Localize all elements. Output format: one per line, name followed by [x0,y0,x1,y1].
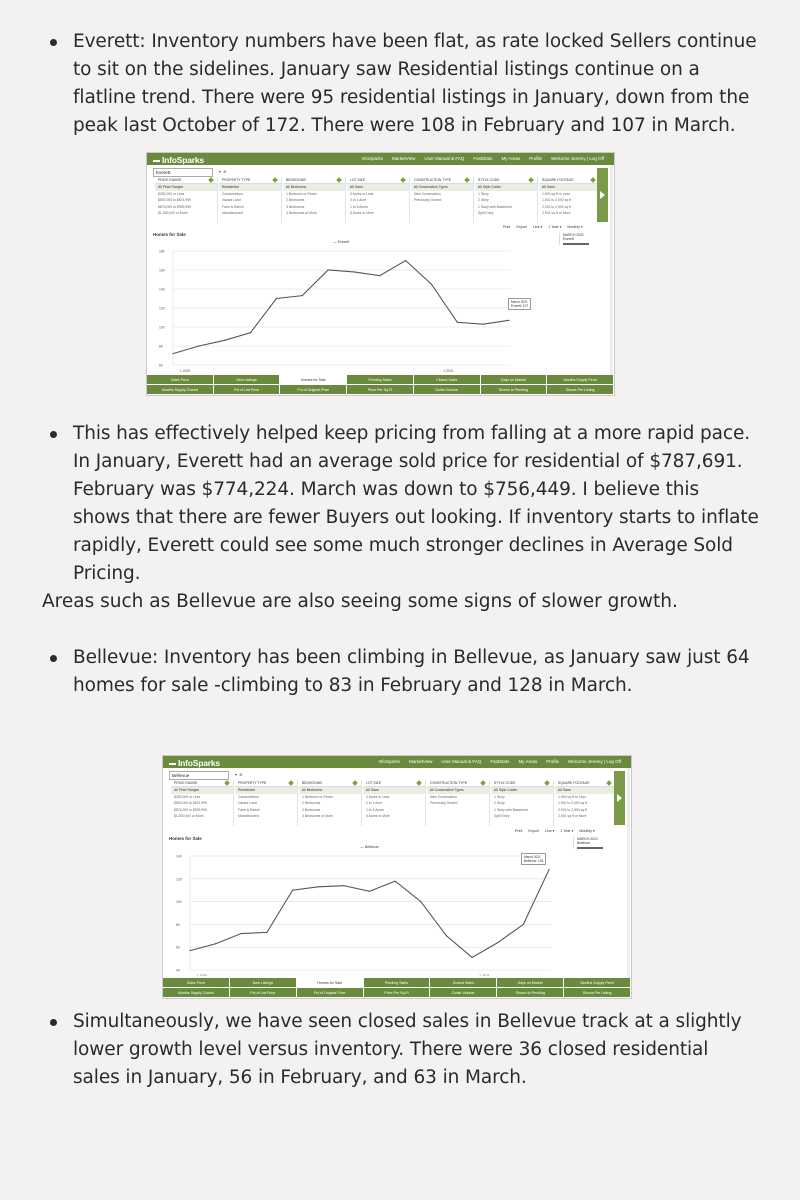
homes-for-sale-chart [147,237,557,373]
metric-tab[interactable]: Homes for Sale [280,375,347,385]
y-tick-label: 140 [159,287,165,292]
bullet-everett-inventory [50,28,760,140]
filter-option[interactable]: All Style Codes [475,184,537,191]
metric-tab[interactable]: Price Per Sq Ft [347,385,414,395]
filter-option[interactable]: 2,001 to 2,500 sq ft [558,807,588,812]
filter-column [283,177,346,223]
filter-option[interactable]: Manufactured [222,211,243,215]
bullet-dot [50,39,57,46]
legend-swatch [577,847,603,849]
filter-column [235,780,298,826]
y-tick-label: 40 [176,968,180,973]
metric-tab[interactable]: Months Supply Closed [163,988,230,998]
filter-option[interactable]: $875,000 to $999,999 [158,204,191,209]
filter-option[interactable]: 0 to 1 Acre [350,198,367,202]
metric-tab[interactable]: Homes for Sale [297,978,364,988]
metric-tab[interactable]: Shown to Pending [481,385,548,395]
data-point [343,885,344,886]
series-line [190,870,549,958]
infosparks-screenshot-bellevue [162,755,632,999]
filter-option[interactable]: 1,501 to 2,000 sq ft [542,198,572,202]
toolbar-button[interactable]: Export [528,829,539,833]
bar-chart-icon [169,757,176,765]
filter-option[interactable]: Farm & Ranch [238,807,260,812]
nav-link[interactable]: MarketView [391,156,416,161]
filter-column [491,780,554,826]
filter-column [411,177,474,223]
data-point [327,269,328,270]
filter-option[interactable]: All Sizes [347,184,409,191]
filter-header: PRICE RANGE [155,177,217,184]
filter-option[interactable]: All Sizes [363,787,425,794]
filter-header: CONSTRUCTION TYPE [427,780,489,787]
series-label: — Everett [333,240,349,244]
filter-panel [155,177,592,223]
filter-column [555,780,616,826]
toolbar-button[interactable]: Line ▾ [532,225,543,229]
filter-panel [171,780,609,826]
metric-tab[interactable]: Dollar Volume [414,385,481,395]
filter-option[interactable]: Previously Owned [414,198,442,202]
toolbar-button[interactable]: Print [503,225,511,229]
filter-option[interactable]: 1 Story [478,191,489,196]
filter-option[interactable]: 1,500 sq ft or Less [558,794,586,799]
nav-link[interactable]: InfoSparks [378,759,400,764]
chart-toolbar[interactable] [509,829,595,833]
legend-panel [573,837,603,849]
filter-option[interactable]: $500,000 to $874,999 [158,198,191,202]
metric-tab[interactable]: Sales Price [147,375,214,385]
metric-tab[interactable]: Pct of Original Price [297,988,364,998]
metric-tab[interactable]: Closed Sales [414,375,481,385]
filter-header: LOT SIZE [347,177,409,184]
metric-tab[interactable]: Days on Market [481,375,548,385]
filter-option[interactable]: All Bedrooms [283,184,345,191]
metric-tab[interactable]: Pending Sales [347,375,414,385]
filter-option[interactable]: All Price Ranges [155,184,217,191]
bullet-text: Everett: Inventory numbers have been flat, as rate locked Sellers continue to sit on the sidelines. January saw Residential listings continue on a flatline trend. There were 95 residential listings in January, down from the peak last October of 172. There were 108 in February and 107 in March. [73,31,757,136]
filter-column [299,780,362,826]
y-tick-label: 180 [159,249,165,254]
y-tick-label: 160 [159,268,165,273]
metric-tab[interactable]: Months Supply Pend [564,978,631,988]
filter-option[interactable]: New Construction [430,794,457,799]
filter-option[interactable]: Split Entry [478,211,494,215]
filter-header: PROPERTY TYPE [235,780,297,787]
filter-option[interactable]: All Style Codes [491,787,553,794]
bullet-bellevue-inventory [50,644,760,700]
location-options[interactable]: ▾ ⊕ [219,169,227,174]
nav-link[interactable]: FastStats [490,759,510,764]
tab-row-2 [147,385,614,395]
y-tick-label: 60 [176,945,180,950]
nav-link[interactable]: My Areas [501,156,521,161]
legend-caption: MARCH 2021 [577,837,598,841]
filter-option[interactable]: Split Entry [494,814,510,818]
filter-header: LOT SIZE [363,780,425,787]
legend-caption: MARCH 2021 [563,233,584,237]
filter-option[interactable]: $875,000 to $999,999 [174,807,207,812]
bullet-dot [50,655,57,662]
nav-link[interactable]: Welcome Jeremy | Log Off [567,759,621,764]
metric-tab[interactable]: Shows Per Listing [547,385,614,395]
filter-column [539,177,600,223]
homes-for-sale-chart [163,842,573,976]
x-tick-label: 1-2020 [196,974,208,976]
filter-option[interactable]: 2 Story [478,198,489,202]
filter-option[interactable]: 3 Bedrooms [302,807,321,812]
metric-tab[interactable]: Pending Sales [364,978,431,988]
metric-tab[interactable]: Shows Per Listing [564,988,631,998]
legend-swatch [563,243,589,245]
metric-tab[interactable]: Price Per Sq Ft [364,988,431,998]
y-tick-label: 80 [176,922,180,927]
data-point [369,891,370,892]
next-filters-arrow-icon[interactable] [597,168,608,222]
nav-link[interactable]: User Manual & FAQ [441,759,482,764]
filter-header: PROPERTY TYPE [219,177,281,184]
y-tick-label: 120 [176,877,182,882]
toolbar-button[interactable]: 1 Year ▾ [560,829,574,833]
bullet-text: This has effectively helped keep pricing from falling at a more rapid pace. In January, Everett had an average sold price for residential of $787,691. February was $774,224. March was down to $756,449. I believe this shows that there are fewer Buyers out looking. If inventory starts to inflate rapidly, Everett could see some much stronger declines in Average Sold Pricing. [73,423,759,584]
data-point [172,353,173,354]
filter-header: PRICE RANGE [171,780,233,787]
data-point [318,886,319,887]
bar-chart-icon [153,154,160,162]
filter-option[interactable]: 4 Bedrooms or More [286,211,317,215]
metric-tab[interactable]: Pct of Original Price [280,385,347,395]
nav-link[interactable]: Profile [546,759,559,764]
metric-tabs [147,375,614,395]
filter-option[interactable]: 1 to 5 Acres [350,204,368,209]
filter-option[interactable]: All Sizes [555,787,615,794]
data-point [471,957,472,958]
data-point [241,933,242,934]
filter-option[interactable]: Residential [219,184,281,191]
data-point [457,322,458,323]
filter-option[interactable]: 2 Story [494,801,505,805]
metric-tab[interactable]: Days on Market [497,978,564,988]
data-point [302,295,303,296]
filter-header: BEDROOMS [283,177,345,184]
metric-tab[interactable]: Pct of List Price [230,988,297,998]
filter-option[interactable] [427,813,489,820]
data-point [395,880,396,881]
paragraph-bellevue-intro: Areas such as Bellevue are also seeing some signs of slower growth. [42,591,678,612]
data-point [379,275,380,276]
data-point [405,260,406,261]
filter-column [347,177,410,223]
metric-tab[interactable]: Closed Sales [430,978,497,988]
infosparks-logo: InfoSparks [153,154,204,165]
scrollbar[interactable] [610,165,613,395]
filter-column [155,177,218,223]
bullet-dot [50,431,57,438]
legend-label: Everett [563,237,574,241]
filter-option[interactable]: New Construction [414,191,441,196]
data-point [497,942,498,943]
filter-header: STYLE CODE [491,780,553,787]
metric-tab[interactable]: Dollar Volume [430,988,497,998]
filter-option[interactable]: 1 Story with Basement [494,807,528,812]
legend-label: Bellevue [577,841,591,845]
filter-header: BEDROOMS [299,780,361,787]
data-point [250,332,251,333]
filter-option[interactable]: $250,000 or Less [174,794,201,799]
filter-option[interactable]: 1,501 to 2,000 sq ft [558,801,588,805]
toolbar-button[interactable]: Print [515,829,523,833]
filter-option[interactable]: 1 Story with Basement [478,204,512,209]
filter-option[interactable]: Residential [235,787,297,794]
bullet-bellevue-closed [50,1008,760,1092]
filter-column [475,177,538,223]
location-select[interactable]: Everett [153,168,213,177]
chart-tooltip: March 2021 Everett: 107 [508,298,531,310]
y-tick-label: 100 [176,900,182,905]
infosparks-logo: InfoSparks [169,757,220,768]
filter-column [427,780,490,826]
toolbar-button[interactable]: Export [516,225,527,229]
filter-option[interactable]: 0 to 1 Acre [366,801,383,805]
filter-option[interactable]: 2 Bedrooms [286,198,305,202]
chart-title: Homes for Sale [169,836,202,841]
metric-tab[interactable]: New Listings [230,978,297,988]
filter-option[interactable]: Previously Owned [430,801,458,805]
filter-option[interactable]: 2,501 sq ft or More [558,814,587,818]
metric-tabs [163,978,631,998]
filter-option[interactable]: 5 Acres or More [350,211,374,215]
filter-option[interactable]: $250,000 or Less [158,191,185,196]
metric-tab[interactable]: Shown to Pending [497,988,564,998]
bullet-text: Simultaneously, we have seen closed sales in Bellevue track at a slightly lower growth level versus inventory. There were 36 closed residential sales in January, 56 in February, and 63 in March. [73,1011,742,1088]
y-tick-label: 80 [159,344,163,349]
x-tick-label: 1-2021 [443,369,454,373]
metric-tab[interactable]: New Listings [214,375,281,385]
filter-option[interactable]: 1 Bedroom or Fewer [286,191,317,196]
filter-option[interactable]: $500,000 to $874,999 [174,801,207,805]
data-point [420,901,421,902]
chart-toolbar[interactable] [497,225,583,229]
filter-option[interactable]: Condominium [222,191,243,196]
metric-tab[interactable]: Months Supply Pend [547,375,614,385]
series-label: — Bellevue [360,845,379,849]
metric-tab[interactable]: Sales Price [163,978,230,988]
nav-link[interactable]: MarketView [408,759,433,764]
nav-link[interactable]: Welcome Jeremy | Log Off [550,156,604,161]
data-point [224,340,225,341]
top-nav-bar [147,153,614,165]
data-point [523,924,524,925]
scrollbar[interactable] [627,768,630,998]
data-point [189,950,190,951]
toolbar-button[interactable]: Monthly ▾ [579,829,595,833]
filter-option[interactable]: 2,501 sq ft or More [542,211,571,215]
data-point [266,932,267,933]
filter-column [171,780,234,826]
nav-link[interactable]: My Areas [518,759,538,764]
data-point [508,320,509,321]
nav-links [369,759,621,764]
filter-option[interactable]: 4 Bedrooms or More [302,814,333,818]
filter-option[interactable]: All Price Ranges [171,787,233,794]
nav-link[interactable]: FastStats [473,156,493,161]
filter-header: SQUARE FOOTAGE [555,780,615,787]
next-filters-arrow-icon[interactable] [614,771,625,825]
infosparks-screenshot-everett [146,152,615,396]
data-point [276,298,277,299]
filter-option[interactable]: Farm & Ranch [222,204,244,209]
series-line [173,261,509,354]
tab-row-1 [147,375,614,385]
y-tick-label: 120 [159,306,165,311]
filter-option[interactable]: 0 Acres or Less [350,191,374,196]
nav-links [352,156,604,161]
y-tick-label: 100 [159,325,165,330]
filter-option[interactable]: 1 to 5 Acres [366,807,384,812]
tab-row-2 [163,988,631,998]
filter-option[interactable]: 3 Bedrooms [286,204,305,209]
x-tick-label: 1-2021 [479,974,490,976]
filter-option[interactable]: 2,001 to 2,500 sq ft [542,204,572,209]
bullet-dot [50,1019,57,1026]
location-select[interactable]: Bellevue [169,771,229,780]
filter-option[interactable]: All Sizes [539,184,599,191]
filter-header: SQUARE FOOTAGE [539,177,599,184]
filter-option[interactable]: All Bedrooms [299,787,361,794]
filter-option[interactable]: Vacant Land [222,198,241,202]
filter-column [363,780,426,826]
filter-option[interactable]: $1,000,000 or More [158,211,188,215]
bullet-everett-pricing [50,420,760,588]
nav-link[interactable]: InfoSparks [361,156,383,161]
data-point [292,890,293,891]
filter-option[interactable]: 1 Bedroom or Fewer [302,794,333,799]
filter-option[interactable]: 0 Acres or Less [366,794,390,799]
chart-tooltip: March 2021 Bellevue: 128 [521,853,546,865]
filter-option[interactable]: Manufactured [238,814,259,818]
nav-link[interactable]: User Manual & FAQ [424,156,465,161]
metric-tab[interactable]: Pct of List Price [214,385,281,395]
chart-title: Homes for Sale [153,232,186,237]
filter-option[interactable]: $1,000,000 or More [174,814,204,818]
nav-link[interactable]: Profile [529,156,542,161]
filter-option[interactable]: 1 Story [494,794,505,799]
data-point [215,943,216,944]
data-point [431,284,432,285]
data-point [548,869,549,870]
filter-option[interactable]: Condominium [238,794,259,799]
filter-option[interactable]: Vacant Land [238,801,257,805]
data-point [198,345,199,346]
filter-option[interactable]: 5 Acres or More [366,814,390,818]
toolbar-button[interactable]: Line ▾ [544,829,555,833]
data-point [483,324,484,325]
y-tick-label: 140 [176,854,182,859]
filter-header: CONSTRUCTION TYPE [411,177,473,184]
data-point [446,935,447,936]
filter-header: STYLE CODE [475,177,537,184]
filter-column [219,177,282,223]
x-tick-label: 1-2020 [179,369,191,373]
filter-option[interactable]: All Construction Types [411,184,473,191]
filter-option[interactable] [411,210,473,217]
bullet-text: Bellevue: Inventory has been climbing in Bellevue, as January saw just 64 homes for sale -climbing to 83 in February and 128 in March. [73,647,750,696]
filter-option[interactable]: 1,500 sq ft or Less [542,191,570,196]
filter-option[interactable]: 2 Bedrooms [302,801,321,805]
filter-option[interactable]: All Construction Types [427,787,489,794]
top-nav-bar [163,756,631,768]
toolbar-button[interactable]: 1 Year ▾ [548,225,562,229]
metric-tab[interactable]: Months Supply Closed [147,385,214,395]
toolbar-button[interactable]: Monthly ▾ [567,225,583,229]
tab-row-1 [163,978,631,988]
y-tick-label: 60 [159,363,163,368]
legend-panel [559,233,589,245]
location-options[interactable]: ▾ ⊕ [235,772,243,777]
data-point [353,271,354,272]
